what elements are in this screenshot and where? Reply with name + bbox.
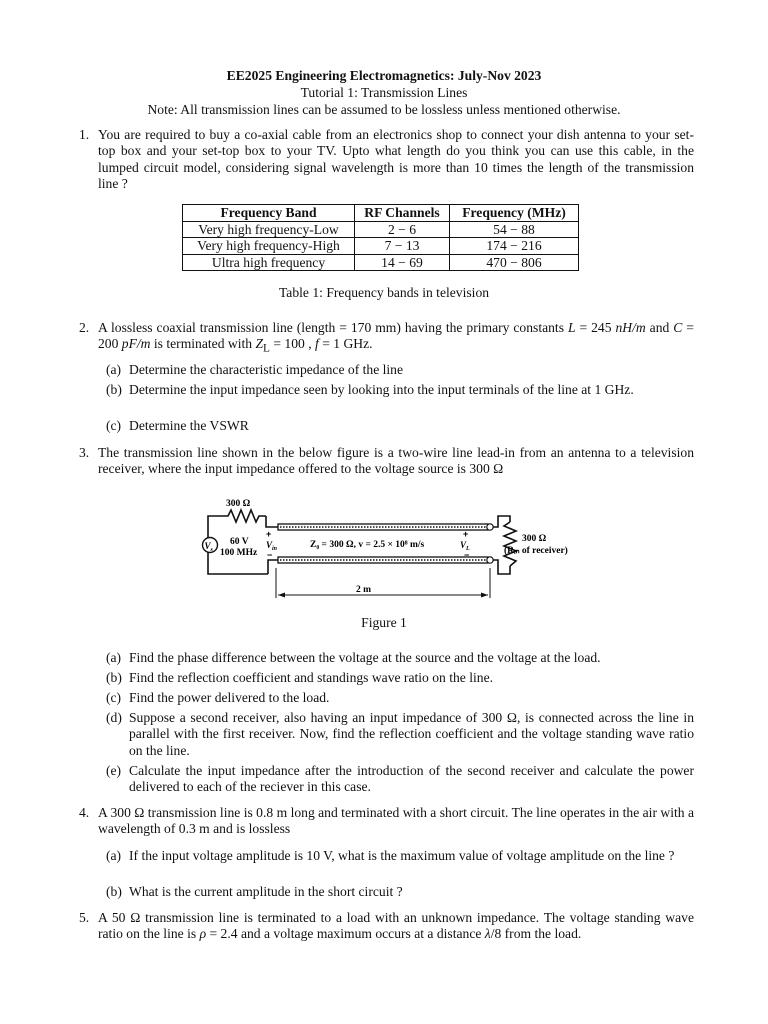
capacitance-symbol: C <box>673 320 683 335</box>
load-resistor-label: 300 Ω <box>522 534 547 544</box>
vl-label: $V_L$ <box>460 540 470 552</box>
load-description-label: (Rᵢₙ of receiver) <box>504 546 568 556</box>
source-voltage-label: 60 V <box>230 537 249 547</box>
load-impedance-symbol: Z <box>255 336 264 352</box>
table-header-row <box>183 205 579 222</box>
table-cell: 470 − 806 <box>450 254 579 271</box>
table-row <box>183 221 579 238</box>
table-cell: Very high frequency-Low <box>183 221 355 238</box>
part-label: (b) <box>106 670 122 685</box>
part-label: (d) <box>106 710 122 725</box>
q2-text-part: A lossless coaxial transmission line (length = 170 mm) having the primary constants <box>98 320 568 335</box>
part-text: If the input voltage amplitude is 10 V, what is the maximum value of voltage amplitude on the line ? <box>129 848 675 863</box>
question-5-text <box>98 910 694 943</box>
question-2-number: 2. <box>79 320 90 335</box>
table-cell: 7 − 13 <box>355 238 450 255</box>
part-text: Determine the VSWR <box>129 418 249 433</box>
table-cell: Ultra high frequency <box>183 254 355 271</box>
header-cell: RF Channels <box>355 205 450 222</box>
table-row <box>183 254 579 271</box>
wavelength-symbol: λ <box>484 926 491 942</box>
question-1-text: You are required to buy a co-axial cable from an electronics shop to connect your dish antenna to your set-top box and your set-top box to your TV. Upto what length do you think you can use this cable, in the lumped circuit model, considering signal wavelength is more than 10 times the length of the transmission line ? <box>98 127 694 192</box>
q2-text-part: = 100 , <box>269 336 316 352</box>
table-row <box>183 238 579 255</box>
part-text: Determine the input impedance seen by looking into the input terminals of the line at 1 GHz. <box>129 382 634 397</box>
dimension-left-arrow <box>278 593 285 598</box>
vswr-symbol: ρ <box>199 926 207 942</box>
question-4-number: 4. <box>79 805 90 820</box>
source-resistor-symbol <box>218 510 266 522</box>
part-label: (b) <box>106 382 122 397</box>
load-impedance-subscript: L <box>263 343 270 356</box>
table-cell: Very high frequency-High <box>183 238 355 255</box>
inductance-symbol: L <box>567 320 576 335</box>
question-3-number: 3. <box>79 445 90 460</box>
top-terminal <box>487 524 493 530</box>
length-label: 2 m <box>356 585 372 595</box>
table-cell: 14 − 69 <box>355 254 450 271</box>
question-3-text: The transmission line shown in the below figure is a two-wire line lead-in from an antenna to a television receiver, where the input impedance offered to the voltage source is 300 Ω <box>98 445 694 477</box>
dimension-right-arrow <box>481 593 488 598</box>
part-text: Find the reflection coefficient and standings wave ratio on the line. <box>129 670 494 685</box>
question-1-number: 1. <box>79 127 90 142</box>
vl-minus: − <box>464 550 470 560</box>
q2-text-part: = 200 <box>98 320 694 352</box>
part-label: (a) <box>106 650 122 665</box>
part-text: Determine the characteristic impedance of the line <box>129 362 404 377</box>
part-text: Find the power delivered to the load. <box>129 690 330 705</box>
part-label: (a) <box>106 848 122 863</box>
inductance-unit: nH/m <box>615 320 646 335</box>
load-bottom-wire <box>493 560 510 574</box>
header-cell: Frequency (MHz) <box>450 205 579 222</box>
q2-text-part: = 1 GHz. <box>318 336 373 352</box>
table-cell: 54 − 88 <box>450 221 579 238</box>
document-subtitle: Tutorial 1: Transmission Lines <box>300 85 468 100</box>
line-parameters-label: Z₀ = 300 Ω, v = 2.5 × 10⁸ m/s <box>310 540 425 550</box>
part-text: What is the current amplitude in the short circuit ? <box>129 884 403 899</box>
transmission-line-figure <box>198 494 578 604</box>
q5-text-part: /8 from the load. <box>490 926 582 942</box>
voltage-source-label: $V_s$ <box>204 541 213 553</box>
part-label: (a) <box>106 362 122 377</box>
part-text: Calculate the input impedance after the introduction of the second receiver and calculate the power delivered to each of the reciever in this case. <box>129 763 694 795</box>
table-cell: 2 − 6 <box>355 221 450 238</box>
q2-text-part: = 245 <box>575 320 616 335</box>
source-resistor-label: 300 Ω <box>226 499 251 509</box>
document-title: EE2025 Engineering Electromagnetics: July-Nov 2023 <box>226 68 542 83</box>
vin-label: $V_{in}$ <box>266 540 278 552</box>
document-note: Note: All transmission lines can be assumed to be lossless unless mentioned otherwise. <box>147 102 621 117</box>
q2-text-part: is terminated with <box>150 336 256 352</box>
q5-text-part: = 2.4 and a voltage maximum occurs at a distance <box>206 926 485 942</box>
part-text: Find the phase difference between the voltage at the source and the voltage at the load. <box>129 650 601 665</box>
header-cell: Frequency Band <box>183 205 355 222</box>
part-text: Suppose a second receiver, also having an input impedance of 300 Ω, is connected across the line in parallel with the first receiver. Now, find the reflection coefficient and the voltage standing wave ratio on the line. <box>129 710 694 758</box>
source-top-wire <box>266 516 278 527</box>
capacitance-unit: pF/m <box>121 336 151 352</box>
question-2-text <box>98 320 694 358</box>
load-resistor-symbol <box>504 522 516 566</box>
vl-plus: + <box>463 529 469 539</box>
part-label: (b) <box>106 884 122 899</box>
part-label: (c) <box>106 690 122 705</box>
table-caption: Table 1: Frequency bands in television <box>278 285 490 300</box>
part-label: (e) <box>106 763 122 778</box>
frequency-symbol: f <box>315 336 319 352</box>
q2-text-part: and <box>645 320 674 335</box>
figure-caption: Figure 1 <box>361 615 407 630</box>
vin-minus: − <box>267 550 273 560</box>
frequency-band-table <box>182 204 579 271</box>
bottom-terminal <box>487 557 493 563</box>
question-4-text: A 300 Ω transmission line is 0.8 m long and terminated with a short circuit. The line operates in the air with a wavelength of 0.3 m and is lossless <box>98 805 694 837</box>
vin-plus: + <box>266 529 272 539</box>
q5-text-part: A 50 Ω transmission line is terminated to a load with an unknown impedance. The voltage standing wave ratio on the line is <box>98 910 694 942</box>
table-cell: 174 − 216 <box>450 238 579 255</box>
question-5-number: 5. <box>79 910 90 925</box>
part-label: (c) <box>106 418 122 433</box>
load-top-wire <box>493 516 510 527</box>
source-frequency-label: 100 MHz <box>220 548 258 558</box>
